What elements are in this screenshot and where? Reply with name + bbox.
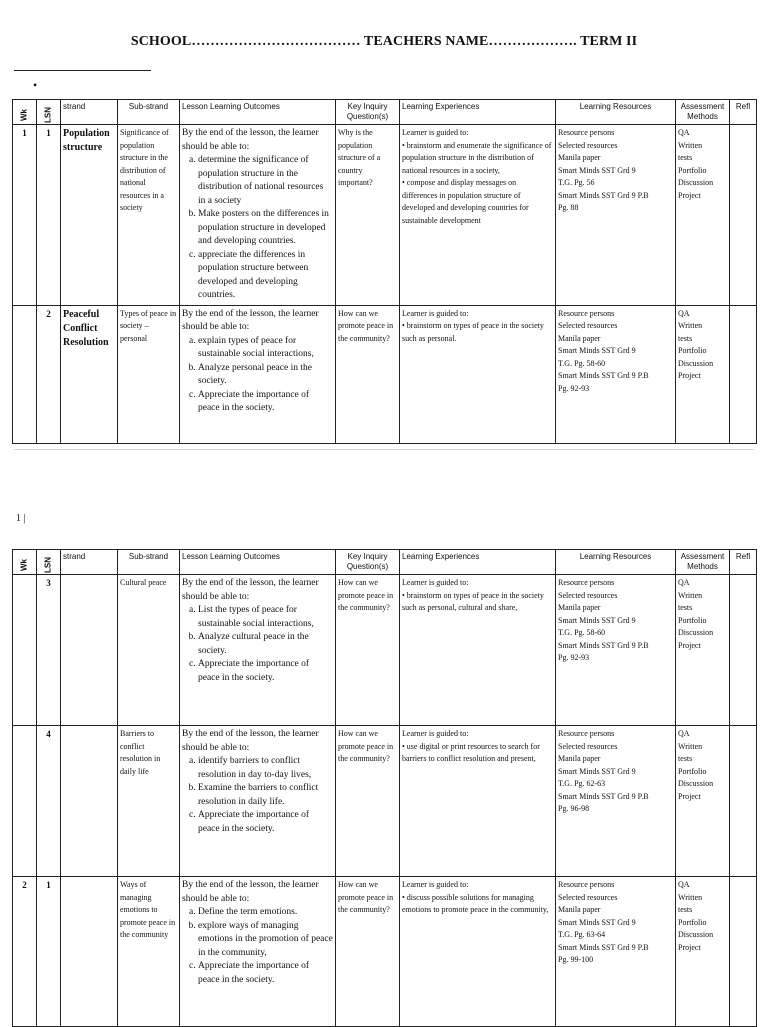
kiq-cell: How can we promote peace in the community? bbox=[336, 726, 400, 877]
assessment-cell-line: Written bbox=[678, 321, 703, 330]
assessment-cell-line: Project bbox=[678, 791, 701, 801]
experiences-cell-line: Learner is guided to: bbox=[402, 308, 469, 318]
outcomes-lead: By the end of the lesson, the learner should be able to: bbox=[182, 308, 319, 332]
experiences-cell-line: Learner is guided to: bbox=[402, 729, 469, 738]
sub-strand-cell: Barriers to conflict resolution in daily life bbox=[118, 726, 180, 877]
assessment-cell-line: Portfolio bbox=[678, 165, 707, 175]
resources-cell-line: Manila paper bbox=[558, 754, 601, 763]
resources-cell-line: Smart Minds SST Grd 9 P.B bbox=[558, 791, 649, 801]
resources-cell-line: T.G. Pg. 58-60 bbox=[558, 358, 606, 368]
outcomes-lead: By the end of the lesson, the learner should be able to: bbox=[182, 128, 319, 152]
experiences-cell-line: Learner is guided to: bbox=[402, 880, 469, 889]
assessment-cell-line: Portfolio bbox=[678, 346, 707, 355]
kiq-cell: How can we promote peace in the community? bbox=[336, 575, 400, 726]
resources-cell-line: Selected resources bbox=[558, 741, 618, 751]
experiences-cell bbox=[400, 125, 556, 306]
reflection-cell bbox=[730, 877, 757, 1027]
lesson-cell: 1 bbox=[37, 125, 61, 306]
assessment-cell bbox=[676, 726, 730, 877]
kiq-cell: How can we promote peace in the community? bbox=[336, 305, 400, 443]
column-header-kiq: Key Inquiry Question(s) bbox=[336, 100, 400, 125]
column-header-sub-strand: Sub-strand bbox=[118, 550, 180, 575]
experiences-cell-line: Learner is guided to: bbox=[402, 128, 469, 137]
outcomes-lead: By the end of the lesson, the learner should be able to: bbox=[182, 729, 319, 753]
assessment-cell-line: QA bbox=[678, 308, 690, 318]
assessment-cell-line: Project bbox=[678, 371, 701, 380]
header-underline bbox=[14, 70, 151, 71]
page-header bbox=[0, 34, 768, 50]
column-header-lsn bbox=[37, 550, 61, 575]
assessment-cell-line: tests bbox=[678, 153, 693, 162]
outcome-item: a. identify barriers to conflict resolution in day to-day lives, bbox=[198, 755, 333, 782]
assessment-cell-line: Written bbox=[678, 140, 703, 150]
resources-cell-line: Pg. 92-93 bbox=[558, 383, 590, 393]
column-header-wk-label: Wk bbox=[19, 559, 29, 571]
resources-cell-line: Selected resources bbox=[558, 321, 618, 330]
sub-strand-cell: Ways of managing emotions to promote peace in the community bbox=[118, 877, 180, 1027]
resources-cell-line: Resource persons bbox=[558, 578, 615, 587]
assessment-cell-line: QA bbox=[678, 880, 690, 889]
resources-cell-line: Resource persons bbox=[558, 128, 615, 137]
resources-cell-line: T.G. Pg. 63-64 bbox=[558, 930, 606, 939]
week-cell bbox=[13, 726, 37, 877]
outcomes-cell bbox=[180, 575, 336, 726]
experiences-cell-line: • brainstorm on types of peace in the society such as personal, cultural and share, bbox=[402, 590, 544, 612]
assessment-cell-line: Written bbox=[678, 892, 703, 902]
strand-cell bbox=[61, 575, 118, 726]
outcome-item: a. determine the significance of population structure in the distribution of national resources in a society bbox=[198, 154, 333, 208]
reflection-cell bbox=[730, 575, 757, 726]
experiences-cell-line: • use digital or print resources to search for barriers to conflict resolution and present, bbox=[402, 741, 540, 763]
column-header-sub-strand: Sub-strand bbox=[118, 100, 180, 125]
outcome-item: c. Appreciate the importance of peace in the society. bbox=[198, 389, 333, 416]
assessment-cell-line: Written bbox=[678, 741, 703, 751]
sub-strand-cell: Cultural peace bbox=[118, 575, 180, 726]
resources-cell bbox=[556, 726, 676, 877]
assessment-cell-line: QA bbox=[678, 729, 690, 738]
table-header-row bbox=[13, 100, 757, 125]
resources-cell-line: Smart Minds SST Grd 9 P.B bbox=[558, 640, 649, 650]
outcome-item: b. Analyze cultural peace in the society. bbox=[198, 631, 333, 658]
resources-cell-line: T.G. Pg. 62-63 bbox=[558, 779, 606, 788]
outcome-item: c. appreciate the differences in population structure between developed and developing countries. bbox=[198, 249, 333, 303]
outcomes-list bbox=[182, 335, 333, 416]
experiences-cell bbox=[400, 305, 556, 443]
resources-cell-line: Pg. 99-100 bbox=[558, 955, 594, 964]
resources-cell-line: Selected resources bbox=[558, 140, 618, 150]
outcomes-list bbox=[182, 755, 333, 836]
experiences-cell bbox=[400, 726, 556, 877]
resources-cell bbox=[556, 305, 676, 443]
scheme-table-1 bbox=[12, 99, 757, 444]
assessment-cell-line: Discussion bbox=[678, 178, 714, 187]
outcome-item: b. explore ways of managing emotions in the promotion of peace in the community, bbox=[198, 920, 333, 961]
assessment-cell bbox=[676, 125, 730, 306]
assessment-cell bbox=[676, 305, 730, 443]
assessment-cell-line: Portfolio bbox=[678, 917, 707, 927]
resources-cell-line: Resource persons bbox=[558, 308, 615, 318]
column-header-assessment: Assessment Methods bbox=[676, 550, 730, 575]
term-label: TERM II bbox=[580, 34, 638, 49]
week-cell: 2 bbox=[13, 877, 37, 1027]
lesson-cell: 3 bbox=[37, 575, 61, 726]
resources-cell-line: Pg. 88 bbox=[558, 203, 579, 212]
strand-cell bbox=[61, 877, 118, 1027]
column-header-lsn bbox=[37, 100, 61, 125]
outcomes-lead: By the end of the lesson, the learner should be able to: bbox=[182, 880, 319, 904]
lesson-cell: 1 bbox=[37, 877, 61, 1027]
column-header-refl: Refl bbox=[730, 100, 757, 125]
strand-cell: Population structure bbox=[61, 125, 118, 306]
outcomes-list bbox=[182, 154, 333, 303]
strand-cell: Peaceful Conflict Resolution bbox=[61, 305, 118, 443]
sub-strand-cell: Significance of population structure in the distribution of national resources in a society bbox=[118, 125, 180, 306]
resources-cell-line: Smart Minds SST Grd 9 bbox=[558, 917, 636, 927]
assessment-cell bbox=[676, 877, 730, 1027]
week-cell bbox=[13, 305, 37, 443]
resources-cell-line: T.G. Pg. 58-60 bbox=[558, 628, 606, 637]
outcome-item: a. explain types of peace for sustainable social interactions, bbox=[198, 335, 333, 362]
strand-cell bbox=[61, 726, 118, 877]
resources-cell-line: Selected resources bbox=[558, 590, 618, 600]
outcome-item: a. List the types of peace for sustainable social interactions, bbox=[198, 604, 333, 631]
kiq-cell: How can we promote peace in the community? bbox=[336, 877, 400, 1027]
teacher-label: TEACHERS NAME bbox=[363, 34, 489, 49]
outcome-item: c. Appreciate the importance of peace in the society. bbox=[198, 809, 333, 836]
week-cell bbox=[13, 575, 37, 726]
resources-cell-line: Smart Minds SST Grd 9 bbox=[558, 766, 636, 776]
resources-cell-line: Smart Minds SST Grd 9 P.B bbox=[558, 190, 649, 200]
table-row bbox=[13, 305, 757, 443]
column-header-outcomes: Lesson Learning Outcomes bbox=[180, 550, 336, 575]
reflection-cell bbox=[730, 726, 757, 877]
assessment-cell-line: Discussion bbox=[678, 358, 714, 368]
kiq-cell: Why is the population structure of a country important? bbox=[336, 125, 400, 306]
outcome-item: c. Appreciate the importance of peace in the society. bbox=[198, 658, 333, 685]
outcomes-list bbox=[182, 604, 333, 685]
experiences-cell-line: sustainable development bbox=[402, 215, 481, 225]
resources-cell-line: Pg. 96-98 bbox=[558, 804, 590, 813]
assessment-cell-line: tests bbox=[678, 333, 693, 343]
resources-cell-line: Smart Minds SST Grd 9 bbox=[558, 346, 636, 355]
resources-cell-line: Selected resources bbox=[558, 892, 618, 902]
reflection-cell bbox=[730, 125, 757, 306]
outcome-item: b. Examine the barriers to conflict resolution in daily life. bbox=[198, 782, 333, 809]
assessment-cell-line: QA bbox=[678, 578, 690, 587]
column-header-kiq: Key Inquiry Question(s) bbox=[336, 550, 400, 575]
table-row bbox=[13, 877, 757, 1027]
resources-cell-line: Smart Minds SST Grd 9 bbox=[558, 615, 636, 625]
experiences-cell-line: • discuss possible solutions for managing emotions to promote peace in the community, bbox=[402, 892, 549, 914]
assessment-cell-line: Project bbox=[678, 942, 701, 952]
column-header-experiences: Learning Experiences bbox=[400, 550, 556, 575]
outcomes-cell bbox=[180, 726, 336, 877]
resources-cell bbox=[556, 575, 676, 726]
resources-cell bbox=[556, 125, 676, 306]
resources-cell-line: Manila paper bbox=[558, 333, 601, 343]
column-header-assessment: Assessment Methods bbox=[676, 100, 730, 125]
experiences-cell bbox=[400, 877, 556, 1027]
resources-cell-line: Smart Minds SST Grd 9 P.B bbox=[558, 942, 649, 952]
experiences-cell-line: • brainstorm and enumerate the significance of population structure in the distribution of national resources in a society, bbox=[402, 140, 552, 175]
assessment-cell-line: Project bbox=[678, 190, 701, 200]
column-header-resources: Learning Resources bbox=[556, 100, 676, 125]
resources-cell-line: T.G. Pg. 56 bbox=[558, 178, 595, 187]
assessment-cell-line: Discussion bbox=[678, 628, 714, 637]
outcome-item: c. Appreciate the importance of peace in the society. bbox=[198, 960, 333, 987]
outcome-item: b. Analyze personal peace in the society. bbox=[198, 362, 333, 389]
assessment-cell-line: tests bbox=[678, 905, 693, 914]
outcomes-cell bbox=[180, 305, 336, 443]
outcomes-lead: By the end of the lesson, the learner should be able to: bbox=[182, 578, 319, 602]
column-header-wk-label: Wk bbox=[19, 109, 29, 121]
resources-cell-line: Resource persons bbox=[558, 729, 615, 738]
assessment-cell-line: Written bbox=[678, 590, 703, 600]
column-header-lsn-label: LSN bbox=[43, 557, 53, 573]
bullet-mark: • bbox=[33, 78, 38, 92]
experiences-cell-line: • brainstorm on types of peace in the society such as personal. bbox=[402, 321, 544, 343]
resources-cell-line: Resource persons bbox=[558, 880, 615, 889]
lesson-cell: 2 bbox=[37, 305, 61, 443]
column-header-outcomes: Lesson Learning Outcomes bbox=[180, 100, 336, 125]
column-header-experiences: Learning Experiences bbox=[400, 100, 556, 125]
table-row bbox=[13, 125, 757, 306]
outcomes-list bbox=[182, 906, 333, 987]
column-header-wk bbox=[13, 550, 37, 575]
column-header-lsn-label: LSN bbox=[43, 107, 53, 123]
school-blank: ……………………………… bbox=[191, 34, 361, 49]
outcome-item: b. Make posters on the differences in population structure in developed and developing countries. bbox=[198, 208, 333, 249]
resources-cell-line: Manila paper bbox=[558, 153, 601, 162]
outcomes-cell bbox=[180, 877, 336, 1027]
resources-cell bbox=[556, 877, 676, 1027]
column-header-strand: strand bbox=[61, 550, 118, 575]
experiences-cell-line: • compose and display messages on differences in population structure of developed and developing countries for bbox=[402, 178, 529, 212]
assessment-cell-line: Portfolio bbox=[678, 766, 707, 776]
assessment-cell bbox=[676, 575, 730, 726]
assessment-cell-line: tests bbox=[678, 754, 693, 763]
resources-cell-line: Smart Minds SST Grd 9 P.B bbox=[558, 371, 649, 380]
assessment-cell-line: Discussion bbox=[678, 779, 714, 788]
table-row bbox=[13, 726, 757, 877]
assessment-cell-line: Project bbox=[678, 640, 701, 650]
assessment-cell-line: Discussion bbox=[678, 930, 714, 939]
assessment-cell-line: tests bbox=[678, 603, 693, 612]
scheme-table-2 bbox=[12, 549, 757, 1027]
table-header-row bbox=[13, 550, 757, 575]
week-cell: 1 bbox=[13, 125, 37, 306]
table-row bbox=[13, 575, 757, 726]
outcomes-cell bbox=[180, 125, 336, 306]
reflection-cell bbox=[730, 305, 757, 443]
resources-cell-line: Manila paper bbox=[558, 905, 601, 914]
column-header-strand: strand bbox=[61, 100, 118, 125]
resources-cell-line: Pg. 92-93 bbox=[558, 653, 590, 662]
school-label: SCHOOL bbox=[130, 34, 192, 49]
page-separator bbox=[14, 449, 754, 450]
experiences-cell-line: Learner is guided to: bbox=[402, 578, 469, 587]
outcome-item: a. Define the term emotions. bbox=[198, 906, 333, 920]
resources-cell-line: Manila paper bbox=[558, 603, 601, 612]
lesson-cell: 4 bbox=[37, 726, 61, 877]
experiences-cell bbox=[400, 575, 556, 726]
column-header-wk bbox=[13, 100, 37, 125]
assessment-cell-line: Portfolio bbox=[678, 615, 707, 625]
teacher-blank: ………………. bbox=[488, 34, 577, 49]
assessment-cell-line: QA bbox=[678, 128, 690, 137]
column-header-resources: Learning Resources bbox=[556, 550, 676, 575]
resources-cell-line: Smart Minds SST Grd 9 bbox=[558, 165, 636, 175]
column-header-refl: Refl bbox=[730, 550, 757, 575]
sub-strand-cell: Types of peace in society – personal bbox=[118, 305, 180, 443]
page-number: 1 | bbox=[16, 513, 26, 524]
